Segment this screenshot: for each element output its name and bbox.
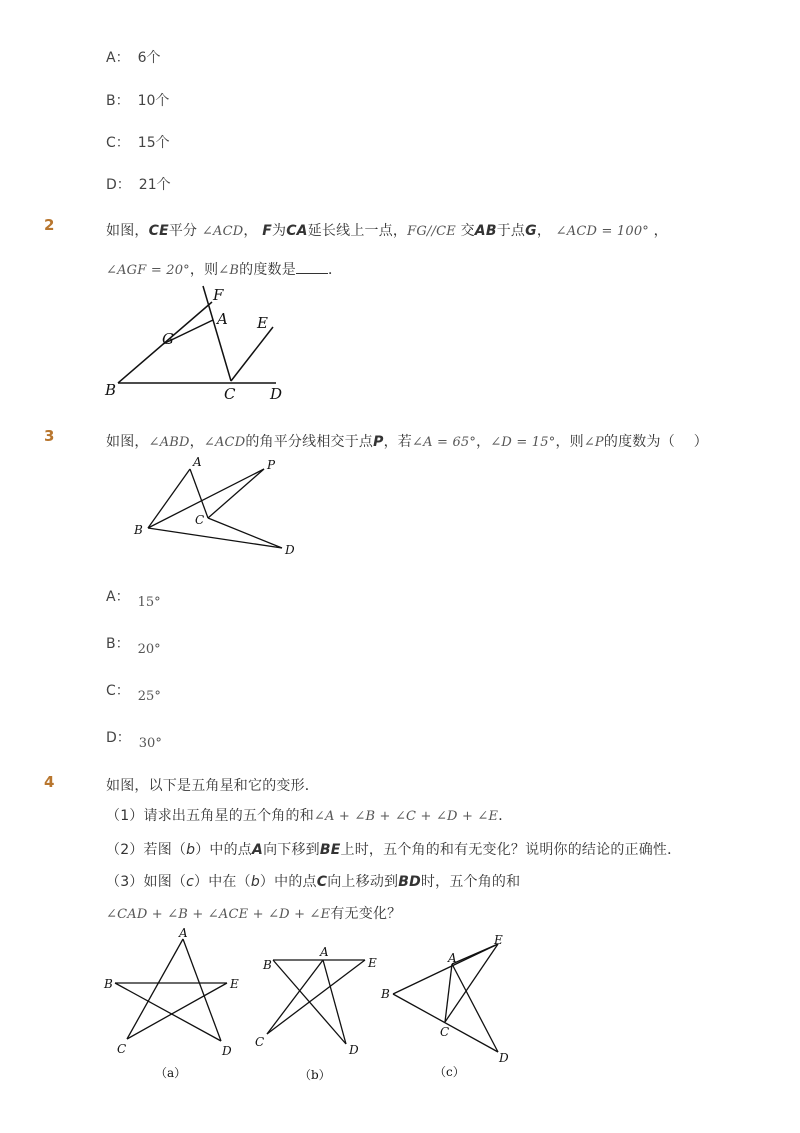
label-d: D — [349, 1043, 359, 1057]
answer-blank[interactable] — [296, 261, 328, 274]
option-text: 20° — [137, 642, 161, 657]
option-label: B： — [106, 93, 130, 109]
math-expression: ∠A + ∠B + ∠C + ∠D + ∠E — [313, 809, 499, 824]
q1-option-d[interactable] — [106, 174, 171, 194]
option-text: 15个 — [137, 135, 170, 151]
line-ac — [190, 469, 208, 518]
q1-option-b[interactable] — [106, 90, 169, 110]
math-expression: ∠P — [583, 435, 604, 450]
q3-option-c[interactable] — [106, 680, 161, 704]
question-number: 4 — [44, 773, 55, 791]
label-e: E — [494, 933, 503, 947]
label-a: A — [448, 951, 457, 965]
figure-caption: （b） — [299, 1068, 331, 1082]
label-c: C — [255, 1035, 265, 1049]
label-b: B — [381, 987, 390, 1001]
label-d: D — [222, 1044, 232, 1058]
line-ec — [267, 960, 365, 1034]
math-expression: ∠ACD — [201, 224, 244, 239]
label-a: A — [179, 926, 188, 940]
math-expression: ∠D = 15° — [490, 435, 556, 450]
option-text: 10个 — [137, 93, 170, 109]
q4-intro: 如图，以下是五角星和它的变形． — [106, 778, 319, 794]
q4-part2: （2）若图（b）中的点A向下移到BE上时，五个角的和有无变化？说明你的结论的正确性． — [106, 842, 682, 858]
line-ac — [267, 960, 323, 1034]
label-e: E — [230, 977, 239, 991]
option-label: D： — [106, 177, 131, 193]
label-e: E — [368, 956, 377, 970]
label-e: E — [257, 314, 268, 332]
q4-figure-c — [378, 930, 523, 1085]
q2-figure — [100, 280, 300, 405]
math-expression: ∠CAD + ∠B + ∠ACE + ∠D + ∠E — [106, 907, 331, 922]
label-a: A — [193, 455, 202, 469]
option-label: A： — [106, 589, 130, 605]
option-text: 30° — [138, 736, 162, 751]
option-text: 15° — [137, 595, 161, 610]
math-expression: ∠ACD — [203, 435, 246, 450]
q4-part3: （3）如图（c）中在（b）中的点C向上移动到BD时，五个角的和 — [106, 874, 521, 890]
math-expression: ∠A = 65° — [412, 435, 477, 450]
question-number: 3 — [44, 427, 55, 445]
label-c: C — [440, 1025, 450, 1039]
line-be — [393, 944, 498, 994]
q3-option-d[interactable] — [106, 727, 162, 751]
q4-figure-b — [255, 940, 385, 1085]
q1-option-c[interactable] — [106, 132, 170, 152]
q4-figure-a — [100, 925, 250, 1085]
option-label: C： — [106, 135, 130, 151]
option-text: 6个 — [137, 50, 161, 66]
line-cd — [208, 518, 282, 548]
label-a: A — [217, 310, 228, 328]
label-g: G — [162, 330, 174, 348]
q3-option-b[interactable] — [106, 633, 161, 657]
label-c: C — [195, 513, 205, 527]
label-b: B — [134, 523, 143, 537]
option-label: D： — [106, 730, 131, 746]
line-ce — [231, 327, 273, 381]
label-d: D — [285, 543, 295, 557]
q1-option-a[interactable] — [106, 47, 161, 67]
option-label: B： — [106, 636, 130, 652]
question-number: 2 — [44, 216, 55, 234]
option-text: 25° — [137, 689, 161, 704]
q4-part3-cont: ∠CAD + ∠B + ∠ACE + ∠D + ∠E有无变化？ — [106, 906, 402, 922]
line-bd — [148, 528, 282, 548]
figure-caption: （c） — [434, 1065, 465, 1079]
math-expression: FG//CE — [407, 224, 456, 239]
line-bp — [148, 469, 264, 528]
label-a: A — [320, 945, 329, 959]
label-b: B — [105, 381, 117, 399]
label-p: P — [267, 458, 276, 472]
math-expression: ∠ACD = 100° — [555, 224, 649, 239]
label-d: D — [270, 385, 283, 403]
label-b: B — [263, 958, 272, 972]
q3-stem: 如图，∠ABD，∠ACD的角平分线相交于点P，若∠A = 65°，∠D = 15°，则∠P的度数为（ ） — [106, 434, 708, 450]
q2-stem-line1: 如图，CE平分 ∠ACD， F为CA延长线上一点，FG//CE 交AB于点G， ∠ACD = 100° ， — [106, 223, 668, 239]
math-expression: ∠B — [218, 263, 240, 278]
option-label: A： — [106, 50, 130, 66]
q2-stem-line2: ∠AGF = 20°，则∠B的度数是 ． — [106, 262, 343, 278]
math-expression: ∠ABD — [148, 435, 190, 450]
q3-figure — [128, 452, 308, 560]
label-c: C — [117, 1042, 127, 1056]
option-label: C： — [106, 683, 130, 699]
line-ba — [148, 469, 190, 528]
label-b: B — [104, 977, 113, 991]
q3-option-a[interactable] — [106, 586, 161, 610]
label-f: F — [213, 286, 224, 304]
math-expression: ∠AGF = 20° — [106, 263, 190, 278]
option-text: 21个 — [138, 177, 171, 193]
q4-part1: （1）请求出五角星的五个角的和∠A + ∠B + ∠C + ∠D + ∠E． — [106, 808, 513, 824]
label-d: D — [499, 1051, 509, 1065]
figure-caption: （a） — [155, 1066, 187, 1080]
label-c: C — [224, 385, 236, 403]
